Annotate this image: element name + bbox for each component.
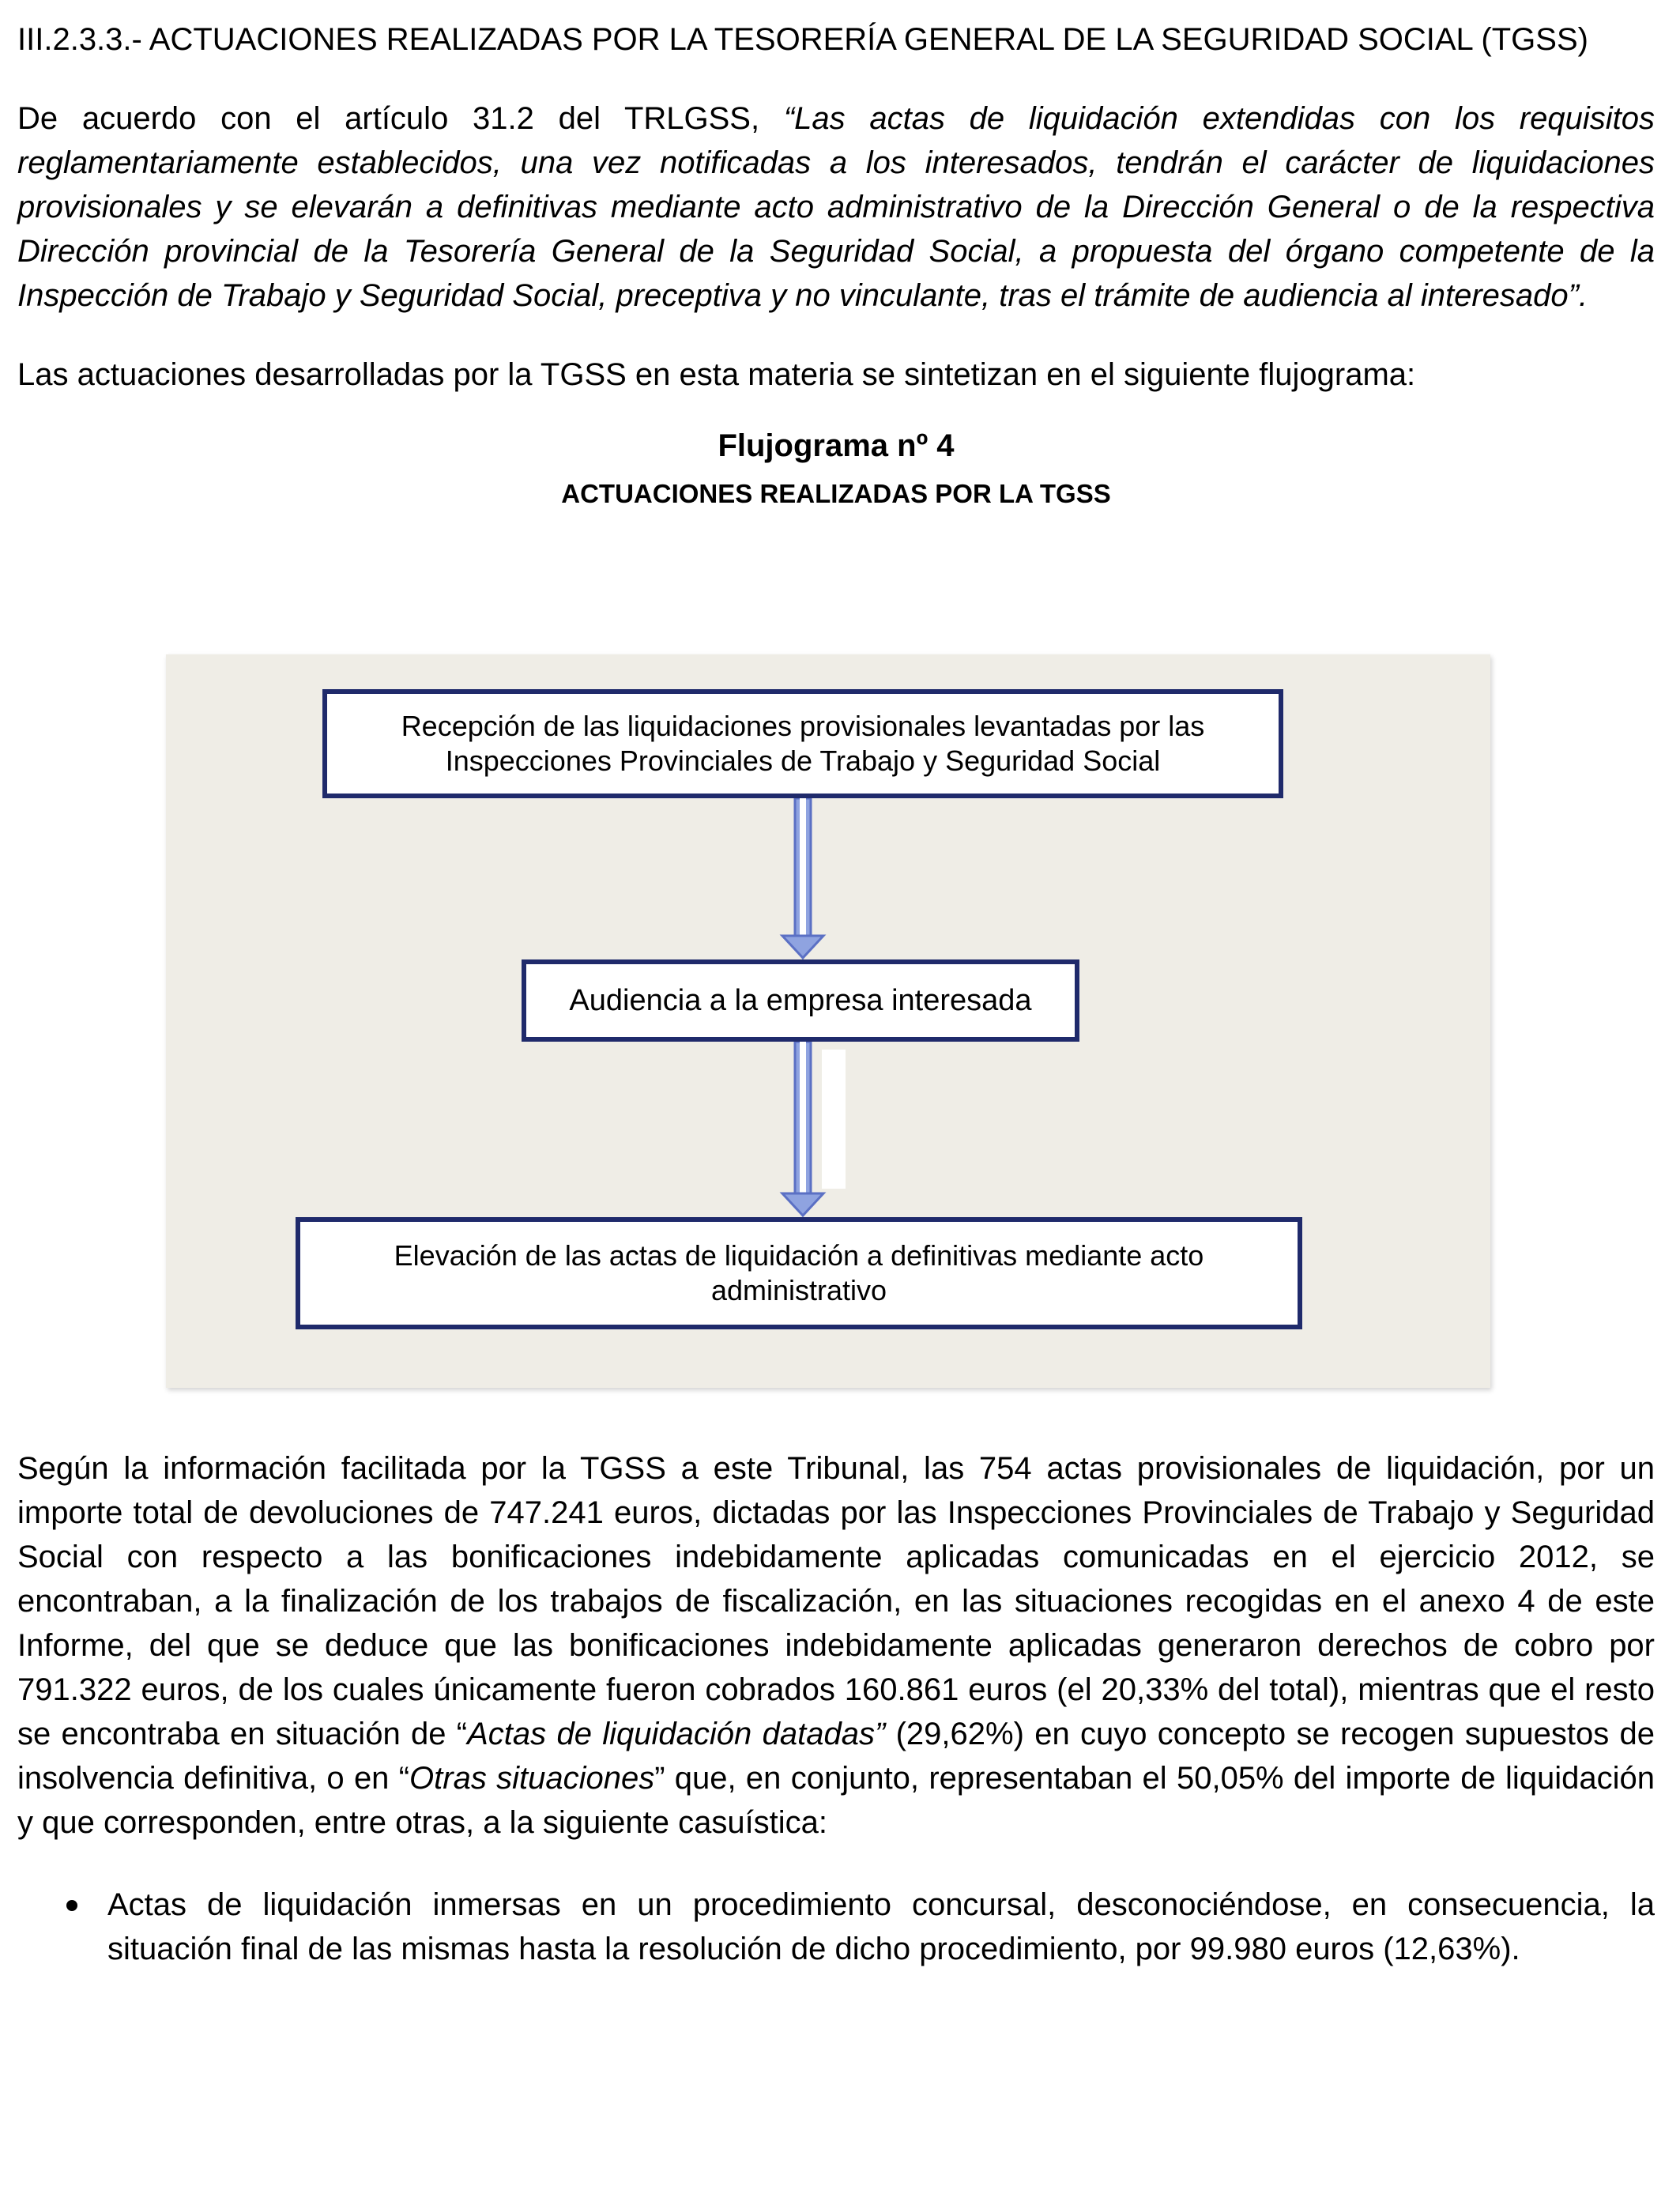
figure-title: Flujograma nº 4 — [718, 428, 955, 463]
flowchart — [166, 654, 1490, 1388]
intro-paragraph — [17, 96, 1655, 318]
results-italic-b: Otras situaciones — [409, 1761, 655, 1796]
intro-lead: De acuerdo con el artículo 31.2 del TRLGSS, — [17, 101, 784, 136]
flow-step-elevation — [296, 1217, 1302, 1329]
section-heading: III.2.3.3.- ACTUACIONES REALIZADAS POR LA TESORERÍA GENERAL DE LA SEGURIDAD SOCIAL (TGSS) — [17, 22, 1588, 57]
document-page — [17, 17, 1655, 514]
bullet-icon — [66, 1900, 77, 1911]
flow-step-reception — [322, 689, 1283, 798]
results-text-a: Según la información facilitada por la TGSS a este Tribunal, las 754 actas provisionales de liquidación, por un importe total de devoluciones de 747.241 euros, dictadas por las Inspecciones Provinciales de Trabajo y Seguridad Social con respecto a las bonificaciones indebidamente aplicadas comunicadas en el ejercicio 2012, se encontraban, a la finalización de los trabajos de fiscalización, en las situaciones recogidas en el anexo 4 de este Informe, del que se deduce que las bonificaciones indebidamente aplicadas generaron derechos de cobro por 791.322 euros, de los cuales únicamente fueron cobrados 160.861 euros (el 20,33% del total), mientras que el resto se encontraba en situación de “ — [17, 1451, 1655, 1751]
results-text-c: ” que, en conjunto, representaban el 50,05% del importe de liquidación y que corresponden, entre otras, a la siguiente casuística: — [17, 1761, 1655, 1840]
down-arrow-icon — [779, 1042, 827, 1217]
figure-subtitle: ACTUACIONES REALIZADAS POR LA TGSS — [561, 479, 1111, 508]
results-italic-a: Actas de liquidación datadas” — [467, 1717, 886, 1751]
flow-step-elevation-label: Elevación de las actas de liquidación a definitivas mediante acto administrativo — [394, 1239, 1204, 1306]
flow-step-hearing-label: Audiencia a la empresa interesada — [569, 984, 1032, 1017]
list-item-text: Actas de liquidación inmersas en un procedimiento concursal, desconociéndose, en consecuencia, la situación final de las mismas hasta la resolución de dicho procedimiento, por 99.980 euros (12,63%). — [107, 1887, 1655, 1966]
body-text — [17, 1446, 1655, 1971]
list-item — [17, 1883, 1655, 1971]
down-arrow-icon — [779, 798, 827, 959]
flow-step-hearing — [522, 959, 1079, 1042]
intro-quote: “Las actas de liquidación extendidas con los requisitos reglamentariamente establecidos, una vez notificadas a los interesados, tendrán el carácter de liquidaciones provisionales y se elevarán a definitivas mediante acto administrativo de la Dirección General o de la respectiva Dirección provincial de la Tesorería General de la Seguridad Social, a propuesta del órgano competente de la Inspección de Trabajo y Seguridad Social, preceptiva y no vinculante, tras el trámite de audiencia al interesado”. — [17, 101, 1655, 313]
casuistry-list — [17, 1883, 1655, 1971]
results-text-b: (29,62%) en cuyo concepto se recogen supuestos de insolvencia definitiva, o en “ — [17, 1717, 1656, 1796]
results-paragraph — [17, 1446, 1655, 1845]
flow-step-reception-label: Recepción de las liquidaciones provisionales levantadas por las Inspecciones Provinciales de Trabajo y Seguridad Social — [401, 710, 1205, 777]
flow-intro-paragraph: Las actuaciones desarrolladas por la TGSS en esta materia se sintetizan en el siguiente flujograma: — [17, 357, 1416, 392]
